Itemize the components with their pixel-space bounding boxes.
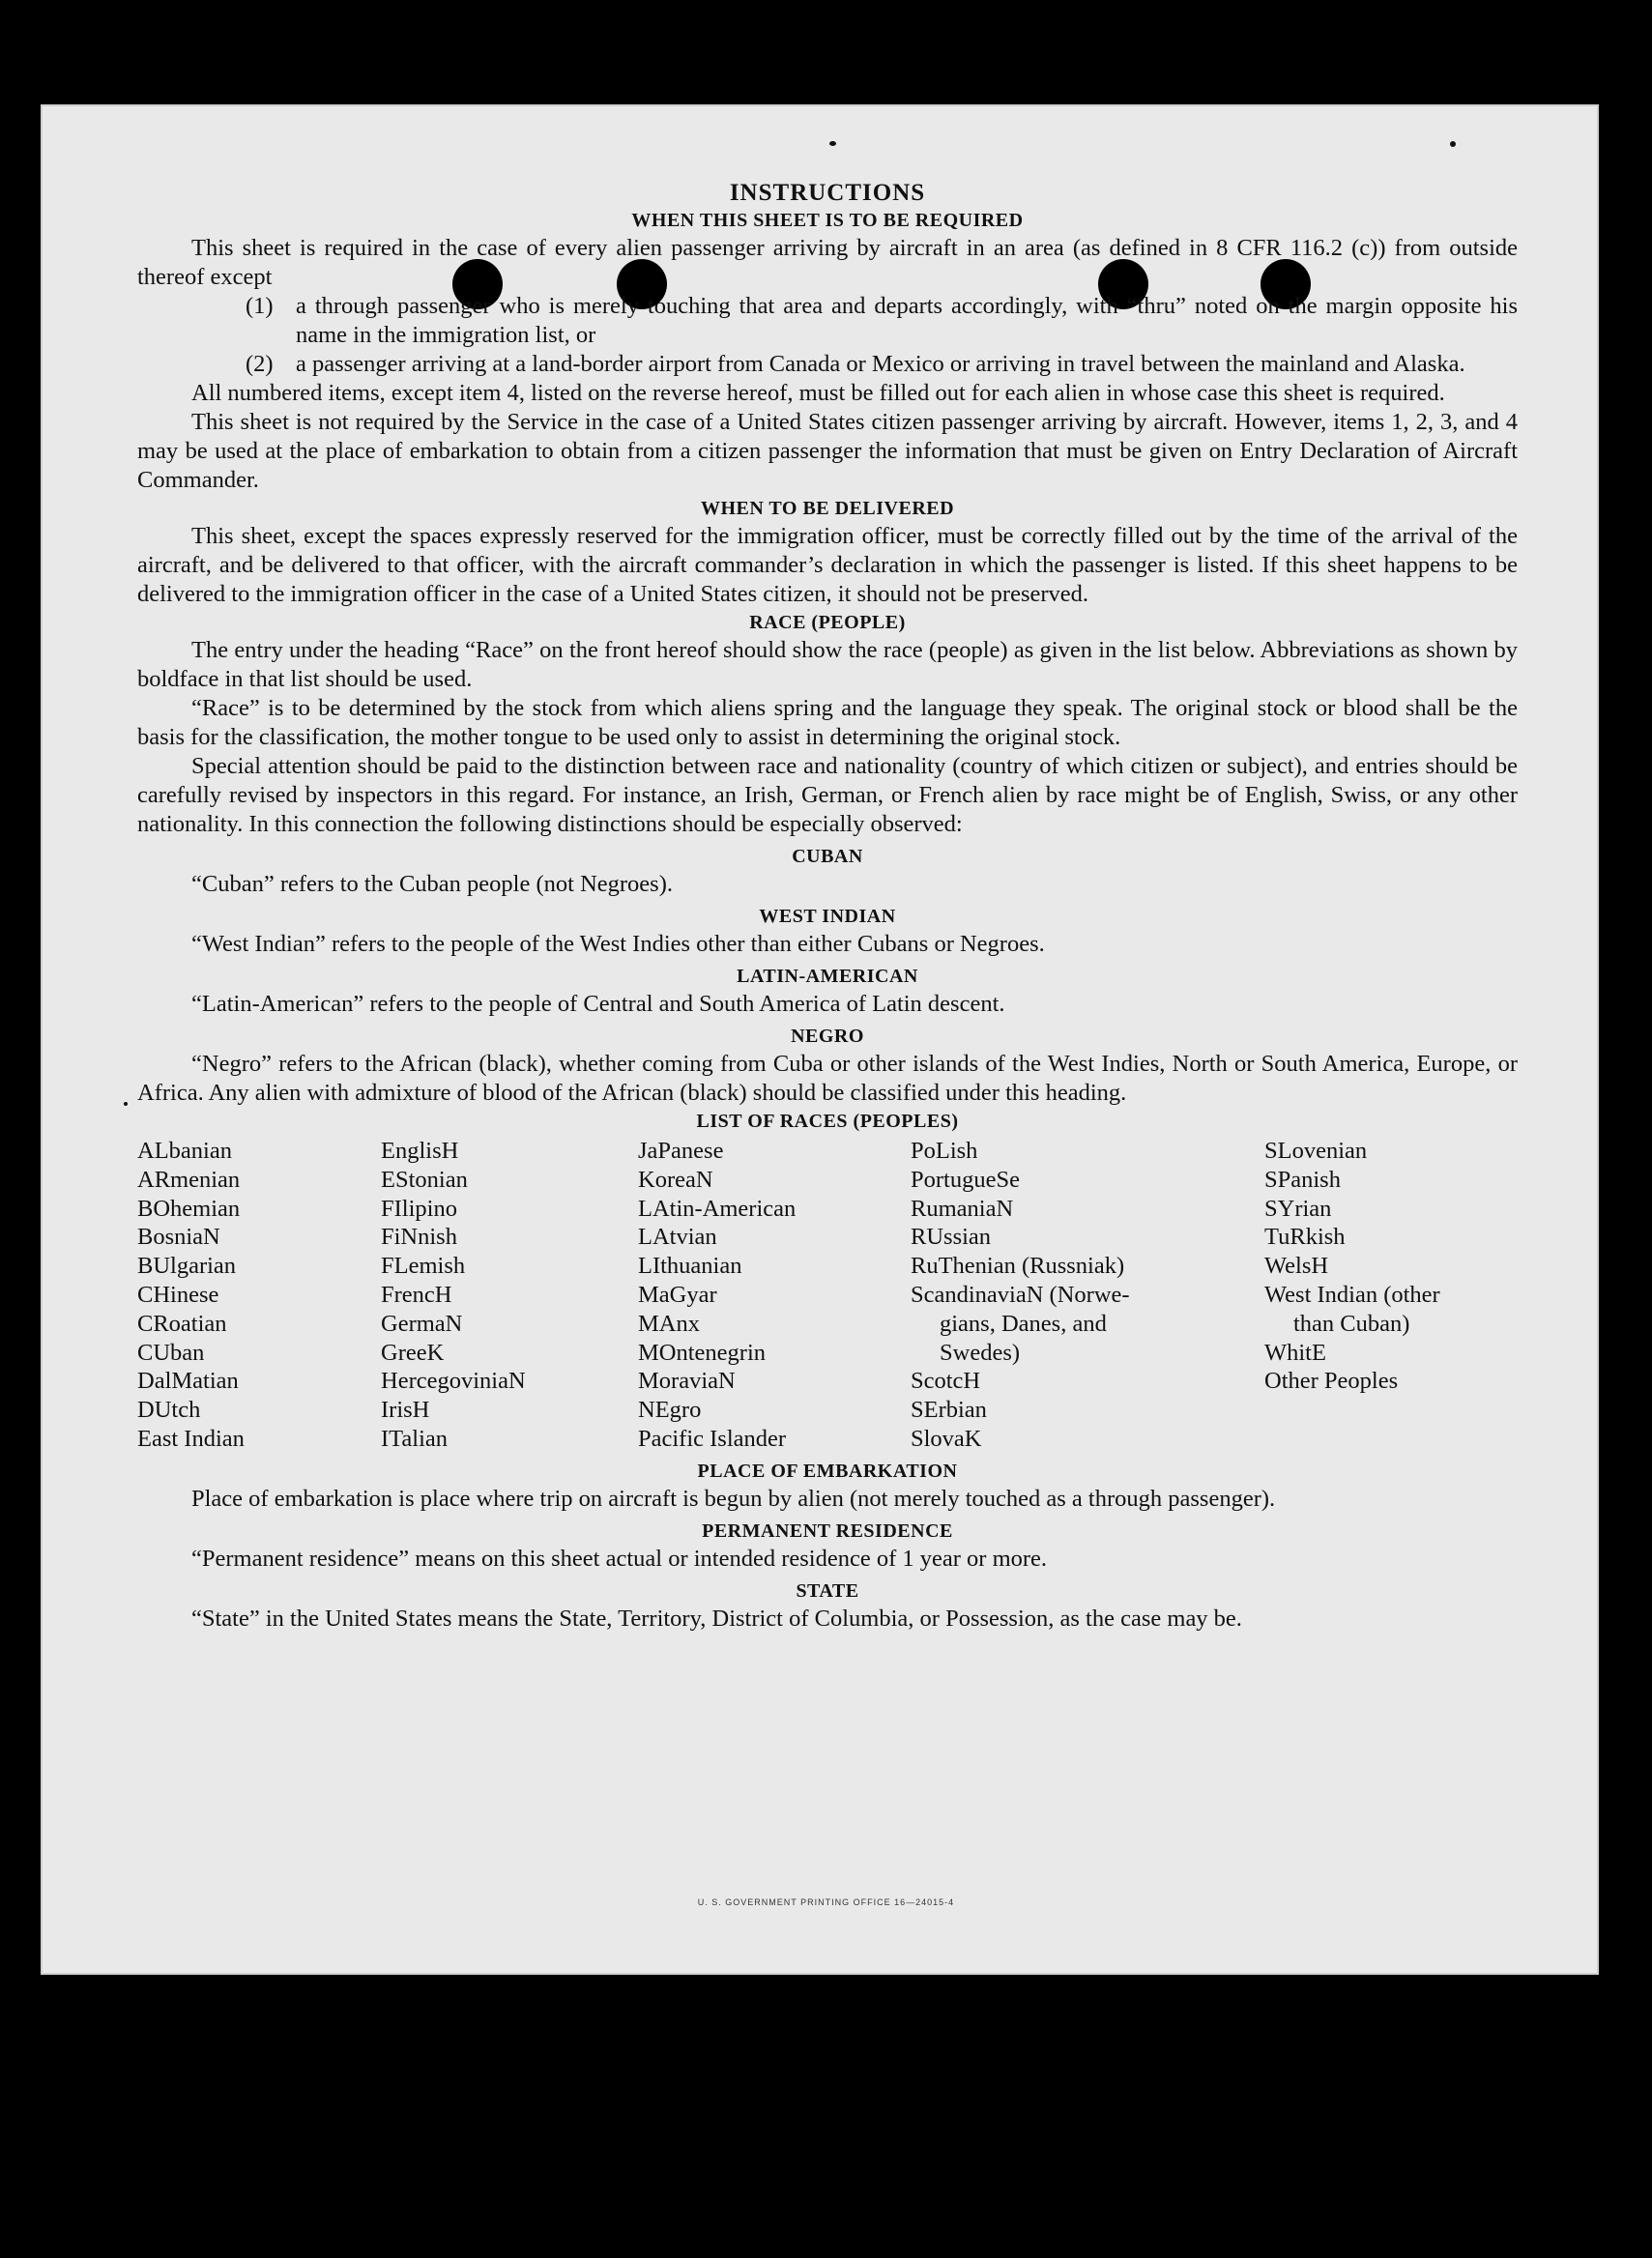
paragraph: This sheet is not required by the Service in the case of a United States citizen passenger arriving by aircraft. However, items 1, 2, 3, and 4 may be used at the place of embarkation to obtain from a citizen passenger the information that must be given on Entry Declaration of Aircraft Commander.: [137, 409, 1518, 493]
race-entry: ScotcH: [911, 1368, 981, 1395]
race-entry: DalMatian: [137, 1368, 239, 1395]
race-entry: MOntenegrin: [638, 1339, 766, 1366]
race-entry: NEgro: [638, 1397, 702, 1424]
race-entry: SPanish: [1264, 1166, 1341, 1193]
ink-speck: [124, 1102, 128, 1106]
paragraph: “Permanent residence” means on this sheet actual or intended residence of 1 year or more.: [191, 1545, 1048, 1572]
race-entry: LIthuanian: [638, 1253, 742, 1280]
races-column: [911, 1137, 1264, 1454]
race-entry: East Indian: [137, 1425, 245, 1452]
instructions-body: [137, 180, 1518, 1634]
race-entry: EStonian: [381, 1166, 468, 1193]
races-list: [137, 1137, 1518, 1454]
paragraph: “State” in the United States means the State, Territory, District of Columbia, or Possession, as the case may be.: [191, 1605, 1242, 1632]
race-entry: WhitE: [1264, 1339, 1326, 1366]
race-entry: SYrian: [1264, 1195, 1332, 1222]
race-entry: RumaniaN: [911, 1195, 1014, 1222]
item-number: (1): [246, 293, 274, 319]
paragraph: “Cuban” refers to the Cuban people (not Negroes).: [191, 871, 673, 897]
heading-negro: NEGRO: [791, 1026, 864, 1047]
race-entry: TuRkish: [1264, 1224, 1346, 1251]
race-entry: ALbanian: [137, 1138, 232, 1164]
printer-imprint: U. S. GOVERNMENT PRINTING OFFICE 16—24015-4: [697, 1897, 955, 1907]
race-entry: ARmenian: [137, 1166, 241, 1193]
race-entry: IrisH: [381, 1397, 430, 1424]
race-entry: KoreaN: [638, 1166, 713, 1193]
race-entry: Other Peoples: [1264, 1368, 1399, 1395]
races-column: [638, 1137, 911, 1454]
race-entry: CRoatian: [137, 1310, 227, 1337]
race-entry: PoLish: [911, 1138, 978, 1164]
races-column: [137, 1137, 381, 1454]
heading-race: RACE (PEOPLE): [749, 612, 906, 633]
race-entry: FIlipino: [381, 1195, 457, 1222]
heading-cuban: CUBAN: [792, 846, 863, 867]
paragraph: All numbered items, except item 4, listed on the reverse hereof, must be filled out for each alien in whose case this sheet is required.: [191, 380, 1445, 406]
race-entry: than Cuban): [1293, 1310, 1410, 1337]
item-text: a through passenger who is merely touching that area and departs accordingly, with “thru” noted on the margin opposite his name in the immigration list, or: [296, 293, 1518, 348]
race-entry: ScandinaviaN (Norwe-: [911, 1281, 1130, 1308]
race-entry: HercegoviniaN: [381, 1368, 526, 1395]
race-entry: FrencH: [381, 1281, 452, 1308]
item-text: a passenger arriving at a land-border airport from Canada or Mexico or arriving in travel between the mainland and Alaska.: [296, 351, 1465, 377]
race-entry: MaGyar: [638, 1281, 717, 1308]
race-entry: BUlgarian: [137, 1253, 237, 1280]
race-entry: FLemish: [381, 1253, 466, 1280]
race-entry: RUssian: [911, 1224, 992, 1251]
paragraph: Special attention should be paid to the distinction between race and nationality (country of which citizen or subject), and entries should be carefully revised by inspectors in this regard. For instance, an Irish, German, or French alien by race might be of English, Swiss, or any other nationality. In this connection the following distinctions should be especially observed:: [137, 753, 1518, 837]
race-entry: BOhemian: [137, 1195, 241, 1222]
paragraph-intro: This sheet is required in the case of every alien passenger arriving by aircraft in an area (as defined in 8 CFR 116.2 (c)) from outside thereof except: [137, 235, 1518, 290]
heading-when-required: WHEN THIS SHEET IS TO BE REQUIRED: [631, 210, 1024, 231]
ink-speck: [1450, 141, 1456, 147]
race-entry: West Indian (other: [1264, 1281, 1440, 1308]
ink-speck: [829, 141, 836, 146]
race-entry: PortugueSe: [911, 1166, 1020, 1193]
race-entry: LAtin-American: [638, 1195, 797, 1222]
race-entry: SlovaK: [911, 1425, 982, 1452]
heading-west-indian: WEST INDIAN: [759, 906, 896, 927]
race-entry: EnglisH: [381, 1138, 459, 1164]
heading-permanent-residence: PERMANENT RESIDENCE: [702, 1520, 953, 1542]
paragraph: “Negro” refers to the African (black), whether coming from Cuba or other islands of the West Indies, North or South America, Europe, or Africa. Any alien with admixture of blood of the African (black) should be classified under this heading.: [137, 1051, 1518, 1106]
race-entry: gians, Danes, and: [940, 1310, 1107, 1337]
race-entry: BosniaN: [137, 1224, 220, 1251]
race-entry: RuThenian (Russniak): [911, 1253, 1125, 1280]
races-column: [1264, 1137, 1518, 1454]
race-entry: SErbian: [911, 1397, 987, 1424]
race-entry: FiNnish: [381, 1224, 457, 1251]
list-item: [246, 292, 1518, 350]
race-entry: MoraviaN: [638, 1368, 736, 1395]
list-item: [246, 350, 1518, 379]
item-number: (2): [246, 351, 274, 377]
heading-list-of-races: LIST OF RACES (PEOPLES): [696, 1111, 959, 1132]
race-entry: LAtvian: [638, 1224, 717, 1251]
paragraph: “Latin-American” refers to the people of Central and South America of Latin descent.: [191, 991, 1005, 1017]
heading-state: STATE: [796, 1579, 859, 1602]
heading-when-delivered: WHEN TO BE DELIVERED: [700, 498, 955, 519]
race-entry: SLovenian: [1264, 1138, 1368, 1164]
heading-latin-american: LATIN-AMERICAN: [737, 966, 918, 987]
race-entry: JaPanese: [638, 1138, 724, 1164]
heading-place-of-embarkation: PLACE OF EMBARKATION: [697, 1460, 958, 1482]
page-title: INSTRUCTIONS: [729, 180, 926, 206]
race-entry: WelsH: [1264, 1253, 1329, 1280]
race-entry: CHinese: [137, 1281, 219, 1308]
race-entry: Pacific Islander: [638, 1425, 787, 1452]
paragraph: “Race” is to be determined by the stock from which aliens spring and the language they speak. The original stock or blood shall be the basis for the classification, the mother tongue to be used only to assist in determining the original stock.: [137, 695, 1518, 750]
race-entry: DUtch: [137, 1397, 201, 1424]
paragraph: “West Indian” refers to the people of the West Indies other than either Cubans or Negroes.: [191, 931, 1045, 957]
race-entry: Swedes): [940, 1339, 1021, 1366]
race-entry: CUban: [137, 1339, 205, 1366]
races-column: [381, 1137, 638, 1454]
paragraph: This sheet, except the spaces expressly reserved for the immigration officer, must be correctly filled out by the time of the arrival of the aircraft, and be delivered to that officer, with the aircraft commander’s declaration in which the passenger is listed. If this sheet happens to be delivered to the immigration officer in the case of a United States citizen, it should not be preserved.: [137, 523, 1518, 607]
race-entry: ITalian: [381, 1425, 449, 1452]
race-entry: MAnx: [638, 1310, 700, 1337]
paragraph: The entry under the heading “Race” on the front hereof should show the race (people) as given in the list below. Abbreviations as shown by boldface in that list should be used.: [137, 637, 1518, 692]
race-entry: GermaN: [381, 1310, 463, 1337]
paragraph: Place of embarkation is place where trip on aircraft is begun by alien (not merely touched as a through passenger).: [191, 1485, 1276, 1512]
race-entry: GreeK: [381, 1339, 445, 1366]
